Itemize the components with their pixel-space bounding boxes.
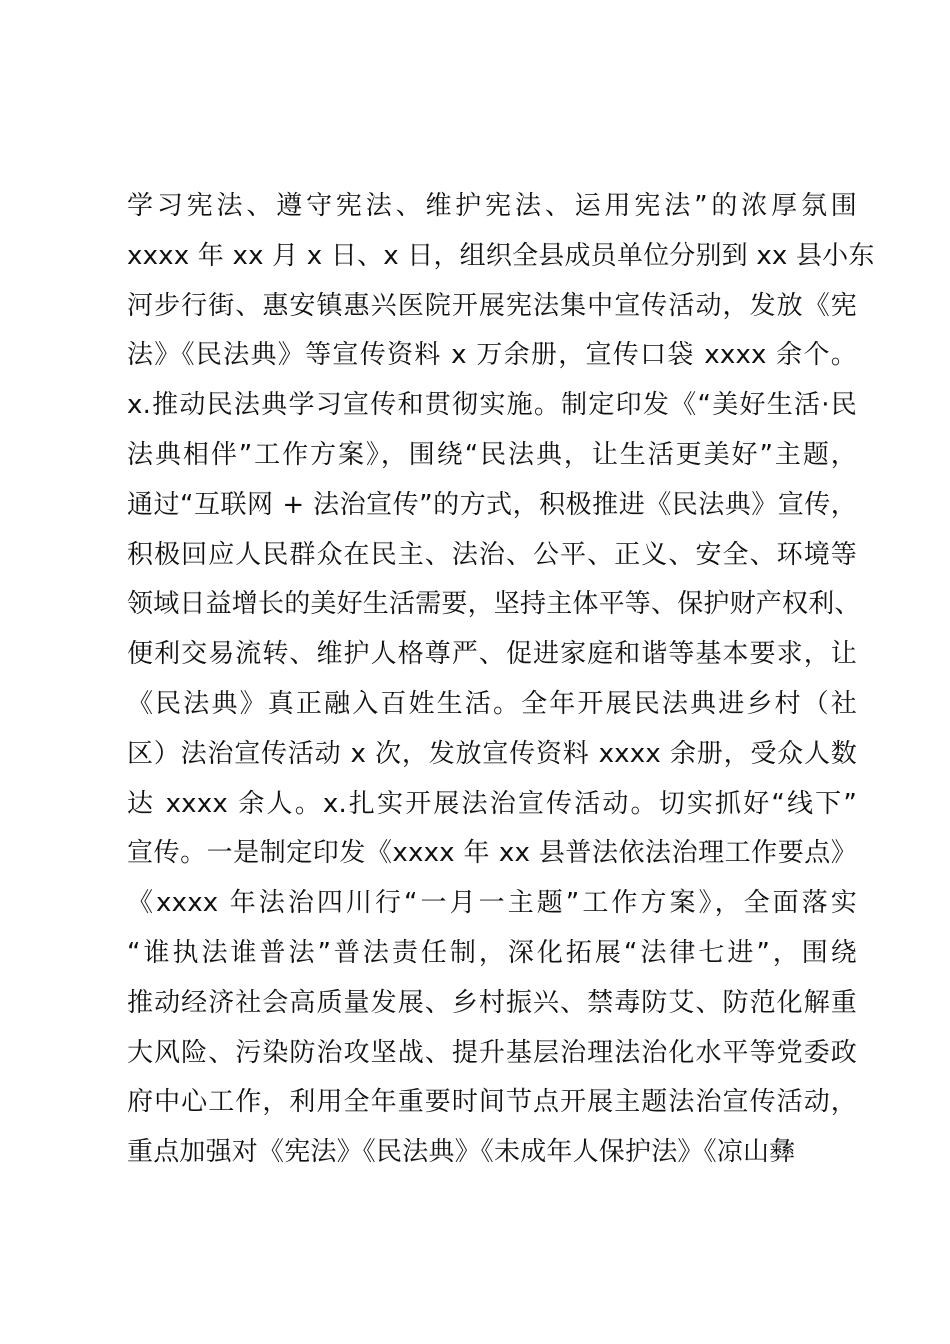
text-line: 宣传。一是制定印发《xxxx 年 xx 县普法依法治理工作要点》 (127, 838, 857, 869)
text-line: 《xxxx 年法治四川行“一月一主题”工作方案》，全面落实 (127, 888, 857, 919)
text-line: 重点加强对《宪法》《民法典》《未成年人保护法》《凉山彝 (127, 1137, 796, 1168)
text-line: “谁执法谁普法”普法责任制，深化拓展“法律七进”，围绕 (127, 937, 857, 968)
text-line: 《民法典》真正融入百姓生活。全年开展民法典进乡村（社 (127, 688, 857, 719)
text-line: 推动经济社会高质量发展、乡村振兴、禁毒防艾、防范化解重 (127, 987, 857, 1018)
text-line: 区）法治宣传活动 x 次，发放宣传资料 xxxx 余册，受众人数 (127, 738, 857, 769)
text-line: 积极回应人民群众在民主、法治、公平、正义、安全、环境等 (127, 539, 857, 570)
text-line: xxxx 年 xx 月 x 日、x 日，组织全县成员单位分别到 xx 县小东 (127, 240, 875, 271)
text-line: 领域日益增长的美好生活需要，坚持主体平等、保护财产权利、 (127, 589, 861, 620)
text-line: 法典相伴”工作方案》，围绕“民法典，让生活更美好”主题， (127, 439, 857, 470)
text-line: 河步行街、惠安镇惠兴医院开展宪法集中宣传活动，发放《宪 (127, 290, 857, 321)
body-text (127, 182, 875, 1178)
text-line: 便利交易流转、维护人格尊严、促进家庭和谐等基本要求，让 (127, 639, 857, 670)
text-line: 学习宪法、遵守宪法、维护宪法、运用宪法”的浓厚氛围 (127, 191, 857, 221)
text-line: 达 xxxx 余人。x.扎实开展法治宣传活动。切实抓好“线下” (127, 788, 857, 819)
text-line: 通过“互联网 + 法治宣传”的方式，积极推进《民法典》宣传， (127, 489, 857, 520)
text-line: 府中心工作，利用全年重要时间节点开展主题法治宣传活动， (127, 1087, 857, 1118)
text-line: 大风险、污染防治攻坚战、提升基层治理法治化水平等党委政 (127, 1037, 857, 1068)
text-line: x.推动民法典学习宣传和贯彻实施。制定印发《“美好生活·民 (127, 390, 857, 421)
text-line: 法》《民法典》等宣传资料 x 万余册，宣传口袋 xxxx 余个。 (127, 340, 857, 371)
